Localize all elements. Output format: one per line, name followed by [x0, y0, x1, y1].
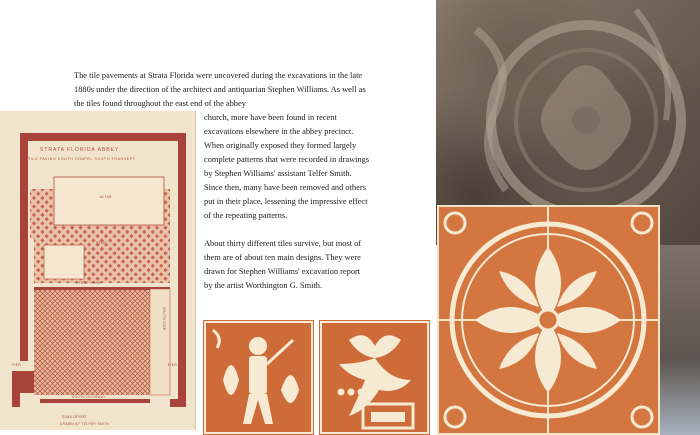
- intro-paragraph: The tile pavements at Strata Florida were uncovered during the excavations in the late 1880s under the direction of the architect and antiquarian Stephen Williams. As well as the tiles found throughout the east end of the abbey: [74, 71, 366, 108]
- intro-paragraph-continued: church, more have been found in recent excavations elsewhere in the abbey precinct. When originally exposed they formed largely complete patterns that were recorded in drawings by Stephen Williams' assistant Telfer Smith. Since then, many have been removed and others put in their place, lessening the impressive effect of the repeating patterns.: [204, 113, 370, 220]
- label-credit: DRAWN BY TELFER SMITH: [60, 422, 110, 426]
- quatrefoil-tile-design: [439, 207, 658, 433]
- plan-subtitle: TILE PAVING SOUTH CHAPEL SOUTH TRANSEPT: [28, 157, 136, 161]
- label-pier-right: PIER: [168, 363, 178, 367]
- label-south-side: SOUTH SIDE: [162, 307, 166, 331]
- stone-photo-edge: [660, 245, 700, 435]
- tile-paving-plan: [0, 111, 196, 430]
- fleur-tile-drawing: [319, 320, 430, 435]
- label-scale: SCALE OF FEET: [62, 415, 87, 419]
- plan-title: STRATA FLORIDA ABBEY: [40, 147, 120, 153]
- knight-tile-drawing: [203, 320, 314, 435]
- label-step: STEP: [96, 241, 106, 245]
- second-paragraph: About thirty different tiles survive, but most of them are of about ten main designs. They were drawn for Stephen Williams' excavation report by the artist Worthington G. Smith.: [204, 239, 362, 290]
- text-column: [204, 111, 370, 293]
- fleur-tile-design: [319, 320, 430, 435]
- large-tile-photo: [437, 205, 660, 435]
- label-pier-left: PIER: [12, 363, 22, 367]
- label-stone-curb: STONE CURB: [76, 281, 101, 285]
- label-altar: ALTAR: [100, 195, 112, 199]
- knight-tile-design: [203, 320, 314, 435]
- label-west-wall: WEST WALL: [22, 291, 26, 314]
- label-south-doorway: SOUTH DOORWAY: [72, 395, 106, 399]
